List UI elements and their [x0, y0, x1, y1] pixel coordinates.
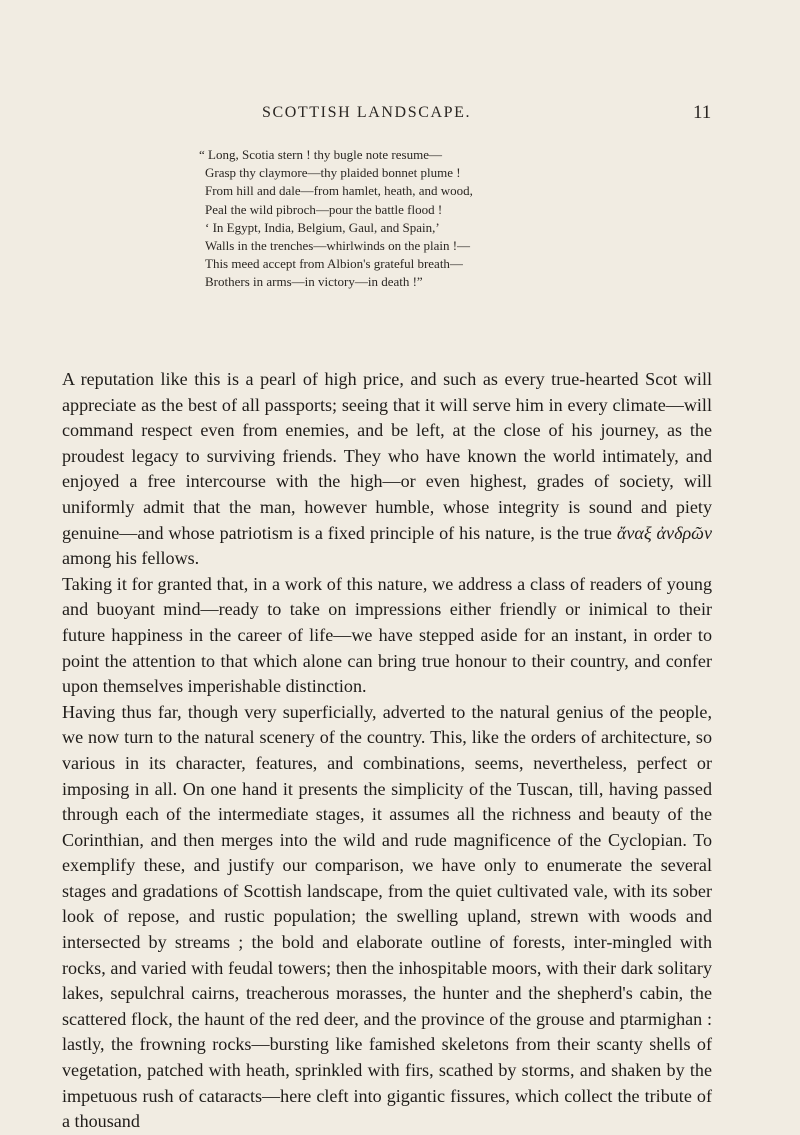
- paragraph-text: A reputation like this is a pearl of high price, and such as every true-hearted Scot will appreciate as the best of all passports; seeing that it will serve him in every climate—will command respect even from enemies, and be left, at the close of his journey, as the proudest legacy to surviving friends. They who have known the world intimately, and enjoyed a free intercourse with the high—or even highest, grades of society, will uniformly admit that the man, however humble, whose integrity is sound and piety genuine—and whose patriotism is a fixed principle of his nature, is the true: [62, 369, 712, 543]
- paragraph-reputation: [62, 367, 712, 572]
- poem-line: This meed accept from Albion's grateful breath—: [205, 256, 463, 272]
- page-number: 11: [693, 102, 712, 123]
- greek-phrase: ἄναξ ἀνδρῶν: [616, 522, 712, 543]
- poem-line: Peal the wild pibroch—pour the battle flood !: [205, 201, 443, 217]
- running-head: [0, 104, 800, 128]
- body-text: [62, 367, 712, 1135]
- paragraph-readers: Taking it for granted that, in a work of this nature, we address a class of readers of young and buoyant mind—ready to take on impressions either friendly or inimical to their future happiness in the career of life—we have stepped aside for an instant, in order to point the attention to that which alone can bring true honour to their country, and confer upon themselves imperishable distinction.: [62, 573, 712, 697]
- poem-line: Grasp thy claymore—thy plaided bonnet plume !: [205, 165, 461, 181]
- poem-line: Walls in the trenches—whirlwinds on the plain !—: [205, 238, 471, 254]
- paragraph-scenery: Having thus far, though very superficially, adverted to the natural genius of the people, we now turn to the natural scenery of the country. This, like the orders of architecture, so various in its character, features, and combinations, seems, nevertheless, perfect or imposing in all. On one hand it presents the simplicity of the Tuscan, till, having passed through each of the intermediate stages, it assumes all the richness and beauty of the Corinthian, and then merges into the wild and rude magnificence of the Cyclopian. To exemplify these, and justify our comparison, we have only to enumerate the several stages and gradations of Scottish landscape, from the quiet cultivated vale, with its sober look of repose, and rustic population; the swelling upland, strewn with woods and intersected by streams ; the bold and elaborate outline of forests, inter-mingled with rocks, and varied with feudal towers; then the inhospitable moors, with their dark solitary lakes, sepulchral cairns, treacherous morasses, the hunter and the shepherd's cabin, the scattered flock, the haunt of the red deer, and the province of the grouse and ptarmighan : lastly, the frowning rocks—bursting like famished skeletons from their scanty shells of vegetation, patched with heath, sprinkled with firs, scathed by storms, and shaken by the impetuous rush of cataracts—here cleft into gigantic fissures, which collect the tribute of a thousand: [62, 701, 712, 1132]
- running-title: SCOTTISH LANDSCAPE.: [262, 104, 472, 121]
- poem-stanza: [199, 146, 625, 292]
- poem-line: From hill and dale—from hamlet, heath, and wood,: [205, 183, 473, 199]
- poem-line: ‘ In Egypt, India, Belgium, Gaul, and Spain,’: [205, 219, 440, 235]
- poem-line: “ Long, Scotia stern ! thy bugle note resume—: [199, 147, 442, 162]
- poem-line: Brothers in arms—in victory—in death !”: [205, 274, 423, 290]
- paragraph-text: among his fellows.: [62, 548, 200, 569]
